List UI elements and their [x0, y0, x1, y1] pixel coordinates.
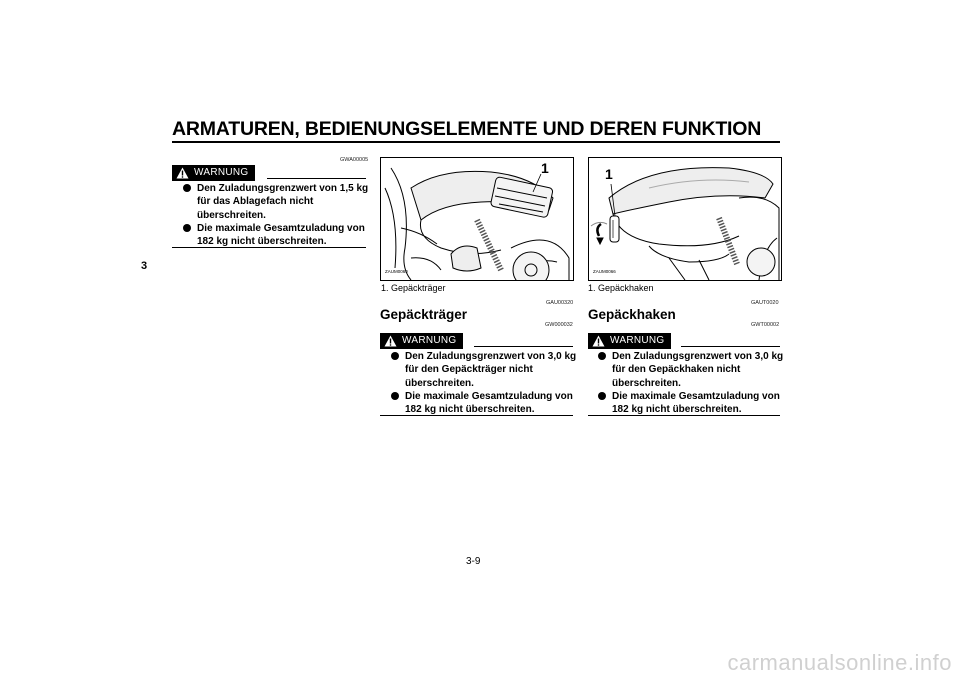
- section-heading: Gepäckhaken: [588, 307, 676, 322]
- bullet-icon: [391, 392, 399, 400]
- luggage-carrier-figure: [380, 157, 574, 281]
- chapter-number: 3: [141, 260, 148, 272]
- list-item: Die maximale Gesamtzuladung von 182 kg nicht überschreiten.: [182, 222, 372, 249]
- figure-code: ZAUM0066: [593, 269, 616, 274]
- warning-bottom-rule: [380, 415, 573, 416]
- list-item: Den Zuladungsgrenzwert von 3,0 kg für den Gepäckträger nicht überschreiten.: [390, 350, 580, 390]
- warning-triangle-icon: [384, 335, 397, 347]
- bullet-icon: [598, 352, 606, 360]
- bullet-icon: [598, 392, 606, 400]
- warning-code: GW000032: [545, 322, 573, 328]
- page-title: ARMATUREN, BEDIENUNGSELEMENTE UND DEREN FUNKTION: [172, 118, 762, 140]
- warning-list: [597, 350, 787, 416]
- page-number: 3-9: [466, 556, 481, 567]
- watermark: carmanualsonline.info: [727, 650, 952, 675]
- bullet-icon: [183, 184, 191, 192]
- figure-callout: 1: [605, 166, 613, 182]
- warning-top-rule: [267, 178, 366, 179]
- warning-badge: [380, 333, 463, 349]
- warning-list: [390, 350, 580, 416]
- section-code: GAU00320: [546, 300, 574, 306]
- warning-label: WARNUNG: [402, 335, 457, 346]
- warning-bottom-rule: [172, 247, 366, 248]
- section-heading: Gepäckträger: [380, 307, 468, 322]
- bullet-icon: [391, 352, 399, 360]
- figure-callout: 1: [541, 160, 549, 176]
- warning-label: WARNUNG: [194, 167, 249, 178]
- warning-list: [182, 182, 372, 248]
- warning-code: GWT00002: [751, 322, 780, 328]
- title-rule: [172, 141, 780, 143]
- section-code: GAUT0020: [751, 300, 779, 306]
- warning-top-rule: [474, 346, 573, 347]
- figure-caption: 1. Gepäckhaken: [588, 283, 654, 293]
- list-item: Den Zuladungsgrenzwert von 3,0 kg für den Gepäckhaken nicht überschreiten.: [597, 350, 787, 390]
- warning-label: WARNUNG: [610, 335, 665, 346]
- warning-bottom-rule: [588, 415, 780, 416]
- figure-code: ZAUM0060: [385, 269, 408, 274]
- luggage-hook-illustration: [589, 158, 781, 280]
- list-item: Den Zuladungsgrenzwert von 1,5 kg für das Ablagefach nicht überschreiten.: [182, 182, 372, 222]
- bullet-icon: [183, 224, 191, 232]
- warning-badge: [588, 333, 671, 349]
- warning-triangle-icon: [592, 335, 605, 347]
- list-item: Die maximale Gesamtzuladung von 182 kg nicht überschreiten.: [390, 390, 580, 417]
- luggage-carrier-illustration: [381, 158, 573, 280]
- list-item: Die maximale Gesamtzuladung von 182 kg nicht überschreiten.: [597, 390, 787, 417]
- warning-top-rule: [681, 346, 780, 347]
- warning-code: GWA00005: [340, 157, 369, 163]
- luggage-hook-figure: [588, 157, 782, 281]
- warning-triangle-icon: [176, 167, 189, 179]
- figure-caption: 1. Gepäckträger: [381, 283, 446, 293]
- warning-badge: [172, 165, 255, 181]
